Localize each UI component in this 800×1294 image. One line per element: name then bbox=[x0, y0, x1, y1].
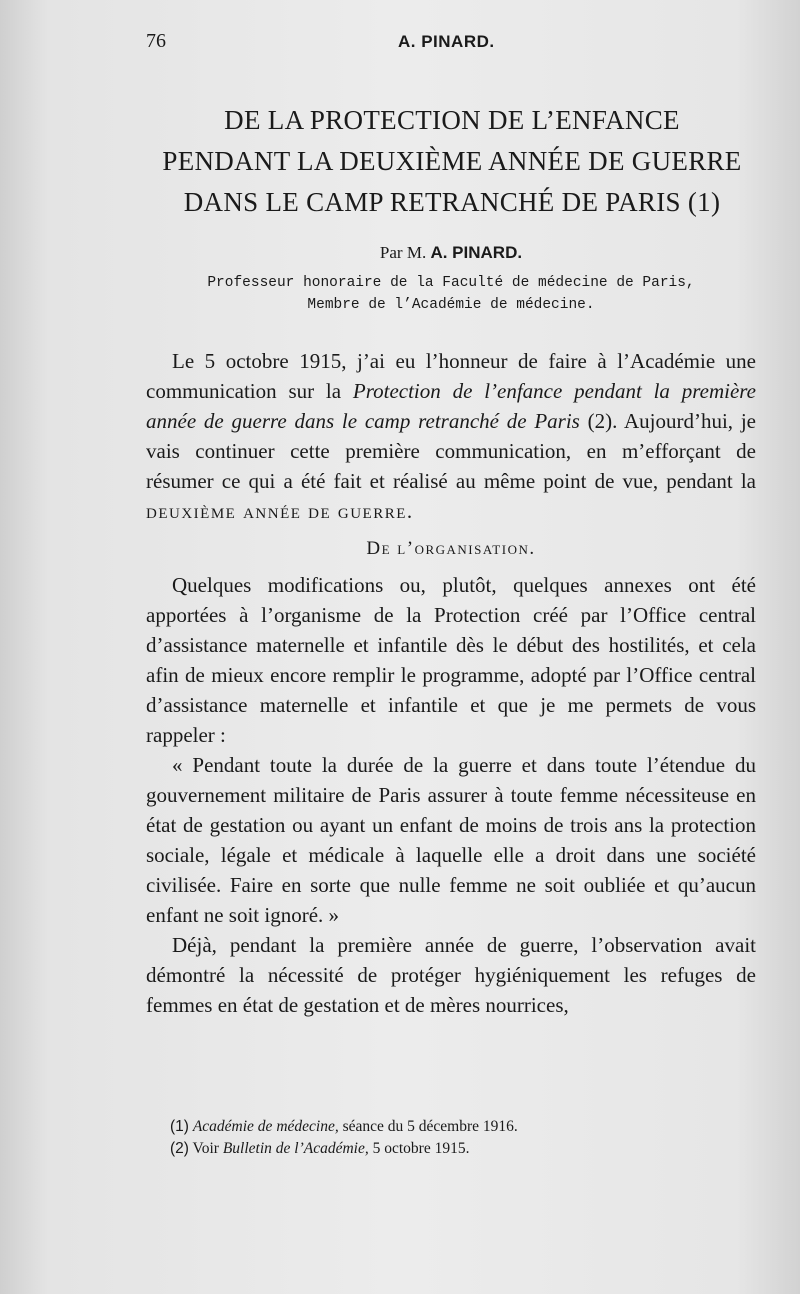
page-number: 76 bbox=[146, 30, 166, 52]
paragraph: Déjà, pendant la première année de guerre, l’observation avait démontré la nécessité de protéger hygiéniquement les refuges de femmes en état de gestation et de mères nourrices, bbox=[146, 933, 756, 1017]
byline-prefix: Par M. bbox=[379, 243, 427, 262]
author-affiliation bbox=[146, 272, 756, 316]
footnote-italic: Bulletin de l’Académie, bbox=[222, 1140, 369, 1157]
footnote-marker: (2) bbox=[170, 1140, 189, 1157]
footnote-1 bbox=[170, 1116, 756, 1138]
article-body bbox=[146, 346, 756, 1020]
section-heading: De l’organisation. bbox=[366, 538, 536, 559]
title-line: DANS LE CAMP RETRANCHÉ DE PARIS (1) bbox=[183, 187, 721, 217]
title-line: DE LA PROTECTION DE L’ENFANCE bbox=[224, 105, 680, 135]
quote-paragraph: « Pendant toute la durée de la guerre et dans toute l’étendue du gouvernement militaire de Paris assurer à toute femme nécessiteuse en état de gestation ou ayant un enfant de moins de trois ans la protection sociale, légale et médicale à laquelle elle a droit dans une société civilisée. Faire en sorte que nulle femme ne soit oubliée et qu’aucun enfant ne soit ignoré. » bbox=[146, 753, 756, 927]
title-line: PENDANT LA DEUXIÈME ANNÉE DE GUERRE bbox=[162, 146, 742, 176]
footnote-marker: (1) bbox=[170, 1118, 189, 1135]
footnote-text: séance du 5 décembre 1916. bbox=[338, 1118, 518, 1135]
author-name: A. PINARD. bbox=[430, 243, 523, 262]
byline bbox=[146, 243, 756, 263]
text-run: . bbox=[406, 499, 413, 523]
affiliation-line: Membre de l’Académie de médecine. bbox=[307, 297, 595, 313]
footnote-italic: Académie de médecine, bbox=[192, 1118, 339, 1135]
article-title bbox=[140, 100, 764, 223]
paragraph bbox=[146, 346, 756, 526]
footnote-text: Voir bbox=[188, 1140, 223, 1157]
paragraph: Quelques modifications ou, plutôt, quelques annexes ont été apportées à l’organisme de la Protection créé par l’Office central d’assistance maternelle et infantile dès le début des hostilités, et cela afin de mieux encore remplir le programme, adopté par l’Office central d’assistance maternelle et infantile et que je me permets de vous rappeler : bbox=[146, 573, 756, 747]
footnote-text: 5 octobre 1915. bbox=[368, 1140, 470, 1157]
running-head: A. PINARD. bbox=[398, 32, 495, 51]
affiliation-line: Professeur honoraire de la Faculté de médecine de Paris, bbox=[207, 275, 695, 291]
small-caps-text: deuxième année de guerre bbox=[146, 499, 407, 523]
text-run: (2). Aujourd’hui, je vais continuer cette première communication, en m’efforçant de résumer ce qui a été fait et réalisé au même point de vue, pendant la bbox=[146, 409, 756, 493]
page-header bbox=[146, 30, 756, 56]
text-run: Le 5 octobre 1915, j’ai eu l’honneur de faire à l’Académie une communication sur la bbox=[146, 349, 756, 403]
footnote-2 bbox=[170, 1138, 756, 1160]
footnotes bbox=[170, 1116, 756, 1160]
italic-title-reference: Protection de l’enfance pendant la première année de guerre dans le camp retranché de Paris bbox=[146, 379, 756, 433]
